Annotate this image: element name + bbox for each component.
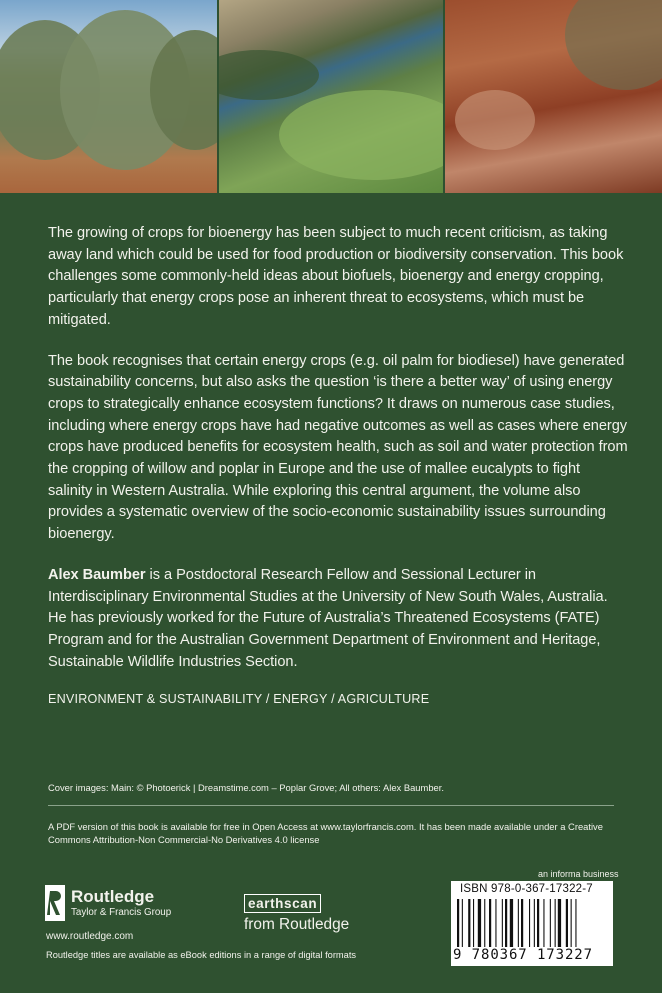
cover-photo-strip — [0, 0, 662, 193]
blurb-paragraph-1: The growing of crops for bioenergy has been subject to much recent criticism, as taking away land which could be used for food production or biodiversity conservation. This book challenges some commonly-held ideas about biofuels, bioenergy and energy cropping, particularly that energy crops pose an inherent threat to ecosystems, which must be mitigated. — [48, 225, 624, 328]
informa-tagline: an informa business — [538, 869, 619, 879]
publisher-group: Taylor & Francis Group — [71, 907, 172, 918]
publisher-name: Routledge — [71, 887, 155, 906]
earthscan-imprint — [244, 894, 349, 934]
blurb-paragraph-2: The book recognises that certain energy crops (e.g. oil palm for biodiesel) have generated sustainability concerns, but also asks the question ‘is there a better way’ of using energy crops to strategically enhance ecosystem functions? It draws on numerous case studies, including where energy crops have had negative outcomes as well as cases where energy crops have produced benefits for ecosystem health, such as soil and water protection from the cropping of willow and poplar in Europe and the use of mallee eucalypts to fight salinity in Western Australia. While exploring this central argument, the volume also provides a systematic overview of the socio-economic sustainability issues surrounding bioenergy. — [48, 352, 628, 543]
open-access-notice: A PDF version of this book is available for free in Open Access at www.taylorfrancis.com. It has been made available under a Creative Commons Attribution-Non Commercial-No Derivatives 4.0 license — [48, 821, 603, 845]
red-soil-ground-photo — [445, 0, 662, 193]
publisher-url: www.routledge.com — [46, 931, 134, 942]
river-farmland-aerial-photo — [219, 0, 443, 193]
back-cover-text — [48, 223, 628, 706]
ebook-notice: Routledge titles are available as eBook editions in a range of digital formats — [46, 950, 357, 960]
author-bio — [48, 565, 628, 674]
mallee-eucalypt-photo — [0, 0, 217, 193]
author-name: Alex Baumber — [48, 566, 146, 583]
isbn-digits: 9 780367 173227 — [453, 947, 593, 963]
isbn-label: ISBN 978-0-367-17322-7 — [460, 883, 593, 895]
isbn-barcode — [451, 881, 613, 966]
routledge-emblem-icon — [45, 885, 65, 921]
earthscan-logo: earthscan — [244, 894, 321, 913]
earthscan-from: from Routledge — [244, 916, 350, 933]
routledge-logo — [45, 885, 171, 921]
barcode-bars — [457, 899, 607, 947]
author-bio-text: is a Postdoctoral Research Fellow and Sessional Lecturer in Interdisciplinary Environmental Studies at the University of New South Wales, Australia. He has previously worked for the Future of Australia’s Threatened Ecosystems (FATE) Program and for the Australian Government Department of Environment and Heritage, Sustainable Wildlife Industries Section. — [48, 566, 608, 670]
cover-image-credits: Cover images: Main: © Photoerick | Dreamstime.com – Poplar Grove; All others: Alex Baumber. — [48, 782, 444, 793]
subject-categories: ENVIRONMENT & SUSTAINABILITY / ENERGY / AGRICULTURE — [48, 692, 430, 707]
divider — [48, 805, 614, 806]
